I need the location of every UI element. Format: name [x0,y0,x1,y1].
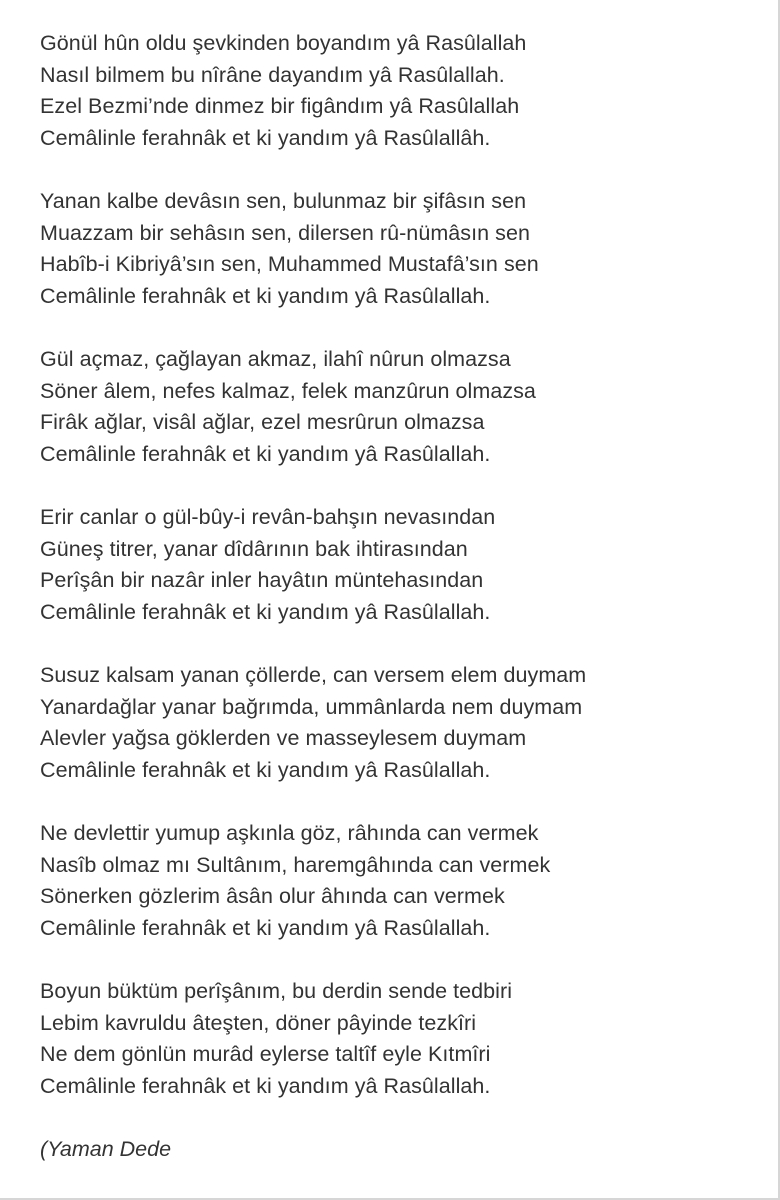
poem-stanza [40,344,778,470]
poem-line: Güneş titrer, yanar dîdârının bak ihtirasından [40,536,468,561]
poem-line: Cemâlinle ferahnâk et ki yandım yâ Rasûlallâh. [40,125,491,150]
poem-line: Cemâlinle ferahnâk et ki yandım yâ Rasûlallah. [40,1073,491,1098]
poem-line: Cemâlinle ferahnâk et ki yandım yâ Rasûlallah. [40,283,491,308]
poem-line: Yanan kalbe devâsın sen, bulunmaz bir şifâsın sen [40,189,527,213]
poem-line: Susuz kalsam yanan çöllerde, can versem elem duymam [40,663,587,687]
poem-line: Gönül hûn oldu şevkinden boyandım yâ Rasûlallah [40,31,527,55]
poem-line: Cemâlinle ferahnâk et ki yandım yâ Rasûlallah. [40,757,491,782]
poem-line: Cemâlinle ferahnâk et ki yandım yâ Rasûlallah. [40,599,491,624]
poem-line: Perîşân bir nazâr inler hayâtın müntehasından [40,568,484,592]
poem-line: Habîb-i Kibriyâ’sın sen, Muhammed Mustafâ’sın sen [40,252,539,276]
poem-line: Nasıl bilmem bu nîrâne dayandım yâ Rasûlallah. [40,62,505,87]
poem-line: Boyun büktüm perîşânım, bu derdin sende tedbiri [40,979,513,1003]
poem-line: Nasîb olmaz mı Sultânım, haremgâhında can vermek [40,852,551,877]
poem-stanza [40,186,778,312]
poem-line: Ne devlettir yumup aşkınla göz, râhında can vermek [40,821,539,845]
poem-line: Yanardağlar yanar bağrımda, ummânlarda nem duymam [40,694,583,719]
poem-line: Alevler yağsa göklerden ve masseylesem duymam [40,726,527,750]
poem-line: Firâk ağlar, visâl ağlar, ezel mesrûrun olmazsa [40,410,485,434]
poem-stanza [40,502,778,628]
poem-line: Muazzam bir sehâsın sen, dilersen rû-nümâsın sen [40,220,530,245]
poem-stanza [40,976,778,1102]
poem-body [40,28,778,1102]
poem-stanza [40,818,778,944]
poem-line: Sönerken gözlerim âsân olur âhında can vermek [40,884,505,908]
poem-line: Cemâlinle ferahnâk et ki yandım yâ Rasûlallah. [40,915,491,940]
poem-line: Gül açmaz, çağlayan akmaz, ilahî nûrun olmazsa [40,347,511,371]
poem-line: Erir canlar o gül-bûy-i revân-bahşın nevasından [40,505,496,529]
poem-line: Söner âlem, nefes kalmaz, felek manzûrun olmazsa [40,378,536,403]
poem-line: Ezel Bezmi’nde dinmez bir figândım yâ Rasûlallah [40,94,520,118]
poem-stanza [40,660,778,786]
poem-line: Ne dem gönlün murâd eylerse taltîf eyle Kıtmîri [40,1042,491,1066]
poem-stanza [40,28,778,154]
poem-line: Cemâlinle ferahnâk et ki yandım yâ Rasûlallah. [40,441,491,466]
poem-line: Lebim kavruldu âteşten, döner pâyinde tezkîri [40,1010,477,1035]
poem-author: (Yaman Dede [40,1137,172,1161]
